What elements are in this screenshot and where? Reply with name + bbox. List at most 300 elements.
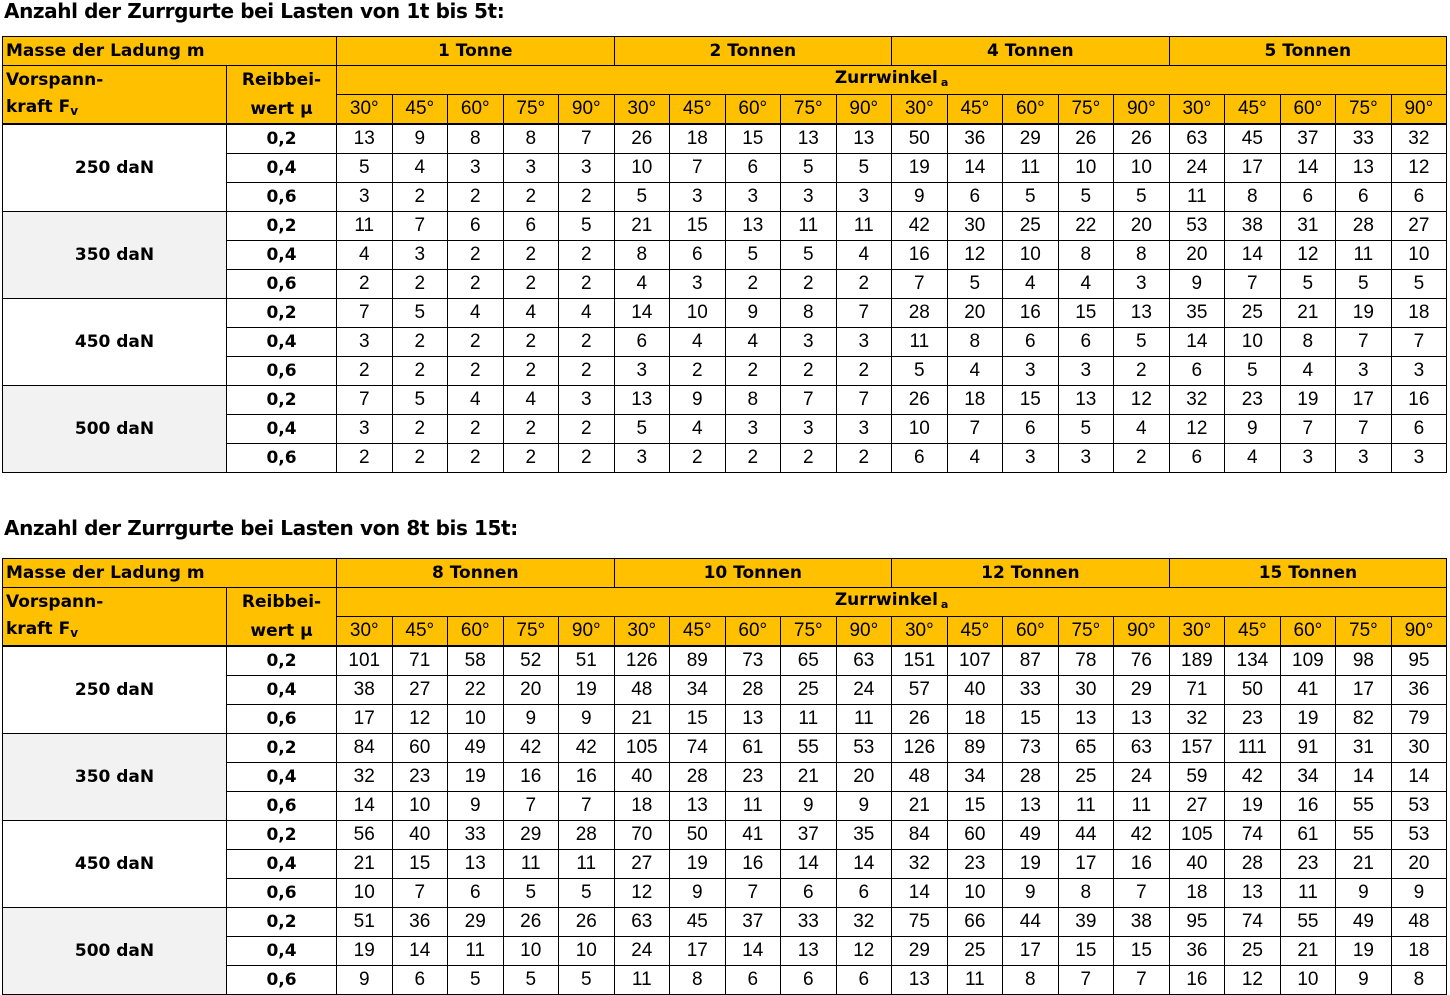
strap-count-cell: 73: [1003, 734, 1059, 763]
strap-count-cell: 4: [947, 444, 1003, 473]
reibbeiwert-cell: 0,4: [227, 937, 337, 966]
strap-count-cell: 52: [503, 646, 559, 676]
strap-count-cell: 4: [725, 328, 781, 357]
angle-header: 60°: [1280, 617, 1336, 647]
strap-count-cell: 2: [836, 357, 892, 386]
strap-count-cell: 19: [670, 850, 726, 879]
strap-count-cell: 2: [559, 357, 615, 386]
strap-count-cell: 28: [892, 299, 948, 328]
strap-count-cell: 74: [670, 734, 726, 763]
strap-count-cell: 8: [448, 124, 504, 154]
strap-count-cell: 9: [1391, 879, 1447, 908]
strap-count-cell: 3: [836, 183, 892, 212]
strap-count-cell: 28: [670, 763, 726, 792]
strap-count-cell: 33: [448, 821, 504, 850]
strap-count-cell: 6: [781, 966, 837, 995]
strap-count-cell: 49: [448, 734, 504, 763]
strap-count-cell: 14: [892, 879, 948, 908]
strap-count-cell: 11: [1169, 183, 1225, 212]
strap-count-cell: 16: [1391, 386, 1447, 415]
strap-count-cell: 15: [670, 705, 726, 734]
strap-count-cell: 25: [1225, 299, 1281, 328]
strap-count-cell: 5: [781, 154, 837, 183]
strap-count-cell: 107: [947, 646, 1003, 676]
strap-count-cell: 6: [1391, 415, 1447, 444]
strap-count-cell: 10: [1225, 328, 1281, 357]
strap-count-cell: 3: [1391, 357, 1447, 386]
strap-count-cell: 7: [1114, 966, 1170, 995]
strap-count-cell: 4: [1225, 444, 1281, 473]
strap-count-cell: 20: [1169, 241, 1225, 270]
strap-count-cell: 2: [836, 444, 892, 473]
strap-count-cell: 63: [836, 646, 892, 676]
strap-count-cell: 18: [947, 386, 1003, 415]
strap-count-cell: 29: [503, 821, 559, 850]
table-row: [3, 734, 1447, 763]
angle-header: 45°: [947, 95, 1003, 125]
strap-count-cell: 8: [1058, 879, 1114, 908]
strap-count-cell: 16: [559, 763, 615, 792]
strap-count-cell: 63: [1169, 124, 1225, 154]
strap-count-cell: 28: [725, 676, 781, 705]
strap-count-cell: 35: [1169, 299, 1225, 328]
strap-count-cell: 16: [1003, 299, 1059, 328]
strap-count-cell: 13: [892, 966, 948, 995]
strap-count-cell: 15: [670, 212, 726, 241]
reib-label-line2: wert μ: [227, 617, 337, 647]
strap-count-cell: 3: [337, 183, 393, 212]
angle-header: 60°: [448, 617, 504, 647]
strap-count-cell: 27: [614, 850, 670, 879]
strap-count-cell: 7: [559, 124, 615, 154]
strap-count-cell: 11: [781, 212, 837, 241]
strap-count-cell: 2: [559, 415, 615, 444]
strap-count-cell: 35: [836, 821, 892, 850]
angle-header: 90°: [1391, 95, 1447, 125]
strap-count-cell: 95: [1169, 908, 1225, 937]
strap-count-cell: 74: [1225, 908, 1281, 937]
strap-count-cell: 2: [559, 328, 615, 357]
strap-count-cell: 53: [836, 734, 892, 763]
strap-count-cell: 20: [947, 299, 1003, 328]
strap-count-cell: 5: [1058, 415, 1114, 444]
strap-count-cell: 6: [448, 212, 504, 241]
strap-count-cell: 38: [337, 676, 393, 705]
strap-count-cell: 26: [892, 386, 948, 415]
strap-count-cell: 24: [614, 937, 670, 966]
strap-count-cell: 89: [947, 734, 1003, 763]
angle-header: 45°: [392, 95, 448, 125]
strap-count-cell: 39: [1058, 908, 1114, 937]
strap-count-cell: 21: [614, 212, 670, 241]
strap-count-cell: 48: [614, 676, 670, 705]
strap-count-cell: 65: [781, 646, 837, 676]
strap-count-cell: 7: [1336, 328, 1392, 357]
strap-count-cell: 2: [337, 357, 393, 386]
strap-count-cell: 7: [1225, 270, 1281, 299]
strap-count-cell: 20: [1114, 212, 1170, 241]
strap-count-cell: 3: [559, 154, 615, 183]
strap-count-cell: 5: [559, 966, 615, 995]
strap-count-cell: 2: [836, 270, 892, 299]
strap-count-cell: 2: [337, 270, 393, 299]
strap-count-cell: 4: [448, 299, 504, 328]
strap-count-cell: 29: [892, 937, 948, 966]
strap-count-cell: 29: [1114, 676, 1170, 705]
reibbeiwert-cell: 0,6: [227, 444, 337, 473]
reib-label-line1: Reibbei-: [227, 588, 337, 617]
header-row-zurrwinkel: [3, 66, 1447, 95]
table-row: [3, 212, 1447, 241]
strap-count-cell: 25: [947, 937, 1003, 966]
strap-count-cell: 24: [1169, 154, 1225, 183]
strap-count-cell: 5: [725, 241, 781, 270]
strap-count-cell: 28: [559, 821, 615, 850]
header-row-angles: [3, 617, 1447, 647]
strap-count-cell: 14: [1280, 154, 1336, 183]
strap-count-cell: 10: [559, 937, 615, 966]
strap-count-cell: 3: [781, 415, 837, 444]
strap-count-cell: 13: [1058, 386, 1114, 415]
strap-count-cell: 14: [836, 850, 892, 879]
strap-count-cell: 21: [337, 850, 393, 879]
vorspannkraft-cell: 500 daN: [3, 386, 227, 473]
strap-count-cell: 51: [559, 646, 615, 676]
strap-count-cell: 9: [1225, 415, 1281, 444]
strap-count-cell: 4: [392, 154, 448, 183]
vorspannkraft-cell: 350 daN: [3, 734, 227, 821]
reibbeiwert-cell: 0,2: [227, 821, 337, 850]
strap-count-cell: 60: [392, 734, 448, 763]
strap-count-cell: 66: [947, 908, 1003, 937]
strap-count-cell: 2: [448, 241, 504, 270]
strap-count-cell: 17: [1336, 676, 1392, 705]
angle-header: 90°: [836, 95, 892, 125]
strap-count-cell: 40: [947, 676, 1003, 705]
strap-count-cell: 109: [1280, 646, 1336, 676]
strap-count-cell: 10: [1280, 966, 1336, 995]
strap-count-cell: 56: [337, 821, 393, 850]
angle-header: 60°: [1280, 95, 1336, 125]
strap-count-cell: 42: [503, 734, 559, 763]
strap-count-cell: 32: [337, 763, 393, 792]
strap-count-cell: 6: [1003, 328, 1059, 357]
angle-header: 45°: [1225, 617, 1281, 647]
strap-count-cell: 53: [1169, 212, 1225, 241]
strap-count-cell: 45: [670, 908, 726, 937]
strap-count-cell: 5: [503, 879, 559, 908]
strap-count-cell: 11: [836, 705, 892, 734]
strap-count-cell: 11: [1114, 792, 1170, 821]
strap-count-cell: 3: [614, 444, 670, 473]
strap-count-cell: 32: [892, 850, 948, 879]
strap-count-cell: 2: [448, 415, 504, 444]
strap-count-cell: 5: [781, 241, 837, 270]
strap-count-cell: 13: [836, 124, 892, 154]
reibbeiwert-cell: 0,4: [227, 241, 337, 270]
strap-count-cell: 12: [836, 937, 892, 966]
strap-count-cell: 14: [392, 937, 448, 966]
strap-count-cell: 189: [1169, 646, 1225, 676]
strap-count-cell: 16: [503, 763, 559, 792]
strap-count-cell: 6: [670, 241, 726, 270]
strap-count-cell: 10: [1003, 241, 1059, 270]
strap-count-cell: 26: [614, 124, 670, 154]
strap-count-cell: 2: [448, 444, 504, 473]
lashing-table-8t-15t: [2, 558, 1447, 995]
strap-count-cell: 3: [1391, 444, 1447, 473]
strap-count-cell: 6: [448, 879, 504, 908]
strap-count-cell: 26: [503, 908, 559, 937]
strap-count-cell: 84: [337, 734, 393, 763]
strap-count-cell: 5: [337, 154, 393, 183]
strap-count-cell: 63: [1114, 734, 1170, 763]
strap-count-cell: 49: [1003, 821, 1059, 850]
strap-count-cell: 23: [1280, 850, 1336, 879]
strap-count-cell: 13: [725, 212, 781, 241]
strap-count-cell: 9: [670, 879, 726, 908]
strap-count-cell: 10: [892, 415, 948, 444]
strap-count-cell: 50: [1225, 676, 1281, 705]
strap-count-cell: 42: [892, 212, 948, 241]
strap-count-cell: 18: [670, 124, 726, 154]
strap-count-cell: 14: [614, 299, 670, 328]
table-row: [3, 299, 1447, 328]
angle-header: 60°: [448, 95, 504, 125]
vorspann-label-line2: kraft Fv: [3, 617, 227, 647]
strap-count-cell: 23: [725, 763, 781, 792]
angle-header: 75°: [1336, 95, 1392, 125]
strap-count-cell: 75: [892, 908, 948, 937]
strap-count-cell: 38: [1225, 212, 1281, 241]
strap-count-cell: 11: [1336, 241, 1392, 270]
strap-count-cell: 19: [1280, 705, 1336, 734]
strap-count-cell: 7: [559, 792, 615, 821]
vorspann-label-line1: Vorspann-: [3, 588, 227, 617]
strap-count-cell: 7: [836, 386, 892, 415]
load-header-1: 1 Tonne: [337, 37, 615, 66]
strap-count-cell: 7: [892, 270, 948, 299]
strap-count-cell: 15: [1114, 937, 1170, 966]
strap-count-cell: 55: [1336, 821, 1392, 850]
strap-count-cell: 15: [392, 850, 448, 879]
strap-count-cell: 2: [725, 444, 781, 473]
strap-count-cell: 24: [1114, 763, 1170, 792]
angle-header: 60°: [1003, 617, 1059, 647]
strap-count-cell: 10: [392, 792, 448, 821]
strap-count-cell: 15: [1058, 299, 1114, 328]
strap-count-cell: 12: [1114, 386, 1170, 415]
table-row: [3, 646, 1447, 676]
reib-label-line1: Reibbei-: [227, 66, 337, 95]
reibbeiwert-cell: 0,6: [227, 966, 337, 995]
strap-count-cell: 9: [670, 386, 726, 415]
strap-count-cell: 2: [503, 328, 559, 357]
strap-count-cell: 3: [614, 357, 670, 386]
header-row-zurrwinkel: [3, 588, 1447, 617]
strap-count-cell: 15: [1003, 386, 1059, 415]
strap-count-cell: 2: [448, 357, 504, 386]
angle-header: 30°: [337, 617, 393, 647]
strap-count-cell: 70: [614, 821, 670, 850]
angle-header: 75°: [781, 95, 837, 125]
strap-count-cell: 15: [725, 124, 781, 154]
strap-count-cell: 63: [614, 908, 670, 937]
strap-count-cell: 4: [947, 357, 1003, 386]
strap-count-cell: 4: [1280, 357, 1336, 386]
strap-count-cell: 13: [1003, 792, 1059, 821]
strap-count-cell: 45: [1225, 124, 1281, 154]
strap-count-cell: 2: [392, 183, 448, 212]
strap-count-cell: 11: [836, 212, 892, 241]
load-header-4: 15 Tonnen: [1169, 559, 1447, 588]
strap-count-cell: 7: [836, 299, 892, 328]
strap-count-cell: 2: [448, 328, 504, 357]
vorspann-label-line1: Vorspann-: [3, 66, 227, 95]
angle-header: 90°: [559, 95, 615, 125]
strap-count-cell: 3: [781, 328, 837, 357]
strap-count-cell: 6: [1003, 415, 1059, 444]
strap-count-cell: 5: [1280, 270, 1336, 299]
strap-count-cell: 3: [337, 328, 393, 357]
strap-count-cell: 16: [1280, 792, 1336, 821]
strap-count-cell: 13: [614, 386, 670, 415]
strap-count-cell: 4: [836, 241, 892, 270]
strap-count-cell: 11: [559, 850, 615, 879]
strap-count-cell: 50: [892, 124, 948, 154]
reibbeiwert-cell: 0,2: [227, 734, 337, 763]
strap-count-cell: 4: [503, 299, 559, 328]
strap-count-cell: 53: [1391, 792, 1447, 821]
strap-count-cell: 91: [1280, 734, 1336, 763]
angle-header: 30°: [614, 95, 670, 125]
strap-count-cell: 48: [1391, 908, 1447, 937]
strap-count-cell: 5: [947, 270, 1003, 299]
angle-header: 60°: [725, 95, 781, 125]
strap-count-cell: 105: [1169, 821, 1225, 850]
strap-count-cell: 7: [392, 879, 448, 908]
strap-count-cell: 5: [448, 966, 504, 995]
strap-count-cell: 21: [1280, 299, 1336, 328]
strap-count-cell: 37: [781, 821, 837, 850]
strap-count-cell: 55: [781, 734, 837, 763]
strap-count-cell: 16: [1114, 850, 1170, 879]
strap-count-cell: 2: [725, 357, 781, 386]
strap-count-cell: 9: [1336, 966, 1392, 995]
strap-count-cell: 17: [1003, 937, 1059, 966]
strap-count-cell: 21: [1336, 850, 1392, 879]
strap-count-cell: 6: [1280, 183, 1336, 212]
reibbeiwert-cell: 0,4: [227, 763, 337, 792]
load-header-4: 5 Tonnen: [1169, 37, 1447, 66]
angle-header: 60°: [1003, 95, 1059, 125]
angle-header: 75°: [503, 617, 559, 647]
strap-count-cell: 79: [1391, 705, 1447, 734]
strap-count-cell: 11: [781, 705, 837, 734]
strap-count-cell: 5: [1225, 357, 1281, 386]
strap-count-cell: 9: [892, 183, 948, 212]
strap-count-cell: 19: [1280, 386, 1336, 415]
strap-count-cell: 13: [337, 124, 393, 154]
strap-count-cell: 3: [725, 415, 781, 444]
strap-count-cell: 14: [947, 154, 1003, 183]
strap-count-cell: 19: [892, 154, 948, 183]
section-title-2: Anzahl der Zurrgurte bei Lasten von 8t bis 15t:: [4, 516, 518, 540]
strap-count-cell: 23: [947, 850, 1003, 879]
strap-count-cell: 36: [392, 908, 448, 937]
strap-count-cell: 31: [1280, 212, 1336, 241]
strap-count-cell: 21: [892, 792, 948, 821]
strap-count-cell: 9: [836, 792, 892, 821]
reibbeiwert-cell: 0,4: [227, 676, 337, 705]
strap-count-cell: 3: [1058, 357, 1114, 386]
strap-count-cell: 3: [1003, 444, 1059, 473]
strap-count-cell: 6: [947, 183, 1003, 212]
strap-count-cell: 6: [1058, 328, 1114, 357]
table-row: [3, 908, 1447, 937]
angle-header: 75°: [1058, 617, 1114, 647]
strap-count-cell: 11: [1058, 792, 1114, 821]
strap-count-cell: 2: [1114, 357, 1170, 386]
strap-count-cell: 49: [1336, 908, 1392, 937]
strap-count-cell: 10: [947, 879, 1003, 908]
strap-count-cell: 19: [1336, 299, 1392, 328]
strap-count-cell: 5: [614, 183, 670, 212]
strap-count-cell: 34: [1280, 763, 1336, 792]
strap-count-cell: 6: [614, 328, 670, 357]
strap-count-cell: 5: [392, 299, 448, 328]
strap-count-cell: 42: [1225, 763, 1281, 792]
strap-count-cell: 10: [614, 154, 670, 183]
strap-count-cell: 25: [1225, 937, 1281, 966]
strap-count-cell: 5: [1114, 328, 1170, 357]
strap-count-cell: 36: [1391, 676, 1447, 705]
strap-count-cell: 4: [503, 386, 559, 415]
strap-count-cell: 7: [337, 386, 393, 415]
strap-count-cell: 7: [947, 415, 1003, 444]
angle-header: 75°: [781, 617, 837, 647]
strap-count-cell: 8: [1280, 328, 1336, 357]
strap-count-cell: 19: [559, 676, 615, 705]
strap-count-cell: 17: [337, 705, 393, 734]
angle-header: 90°: [1114, 617, 1170, 647]
strap-count-cell: 28: [1225, 850, 1281, 879]
angle-header: 45°: [947, 617, 1003, 647]
strap-count-cell: 41: [1280, 676, 1336, 705]
angle-header: 45°: [670, 95, 726, 125]
strap-count-cell: 11: [1003, 154, 1059, 183]
strap-count-cell: 10: [670, 299, 726, 328]
strap-count-cell: 25: [1058, 763, 1114, 792]
strap-count-cell: 19: [1003, 850, 1059, 879]
strap-count-cell: 38: [1114, 908, 1170, 937]
reibbeiwert-cell: 0,4: [227, 415, 337, 444]
strap-count-cell: 6: [892, 444, 948, 473]
strap-count-cell: 7: [1391, 328, 1447, 357]
strap-count-cell: 7: [1336, 415, 1392, 444]
strap-count-cell: 13: [1225, 879, 1281, 908]
strap-count-cell: 10: [1114, 154, 1170, 183]
strap-count-cell: 6: [503, 212, 559, 241]
strap-count-cell: 22: [1058, 212, 1114, 241]
strap-count-cell: 2: [559, 270, 615, 299]
strap-count-cell: 126: [614, 646, 670, 676]
strap-count-cell: 16: [1169, 966, 1225, 995]
strap-count-cell: 18: [1169, 879, 1225, 908]
strap-count-cell: 3: [392, 241, 448, 270]
vorspannkraft-cell: 450 daN: [3, 821, 227, 908]
vorspannkraft-cell: 250 daN: [3, 124, 227, 212]
